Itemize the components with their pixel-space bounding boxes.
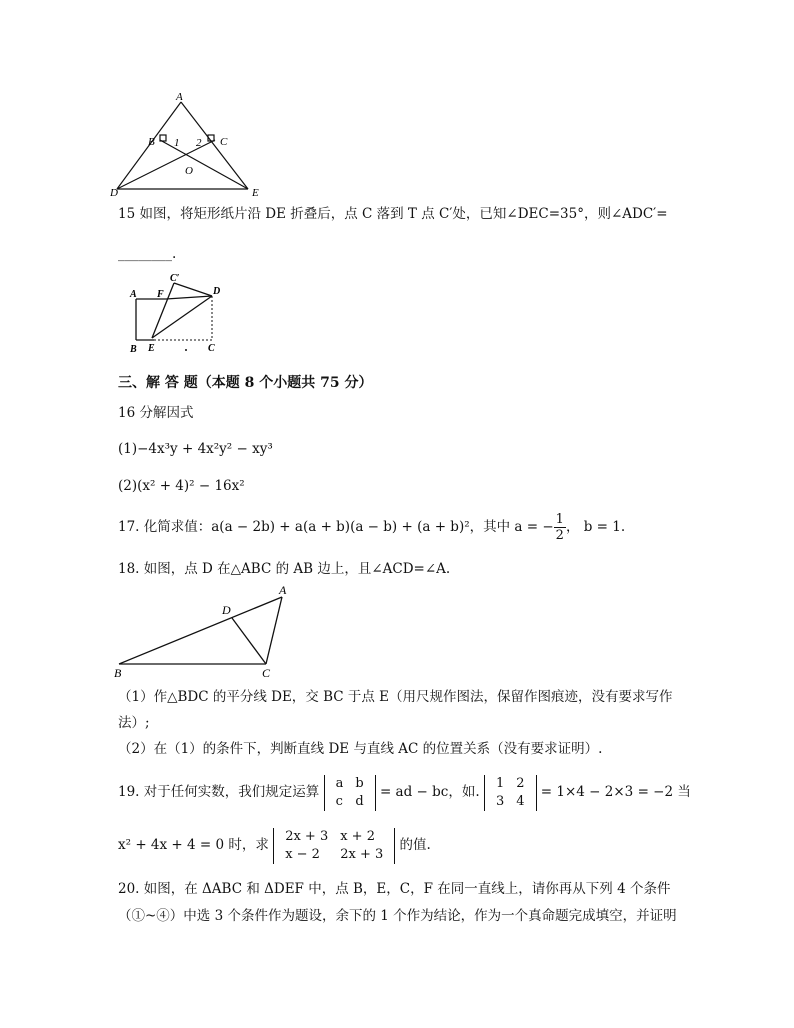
fig14-label-C: C: [220, 136, 228, 148]
fig15-label-F: F: [157, 289, 164, 300]
fig18-label-D: D: [222, 603, 231, 617]
q16-title: 16 分解因式: [118, 405, 194, 421]
q19-post: = 1×4 − 2×3 = −2 当: [540, 784, 691, 800]
q19-line2: [118, 825, 431, 865]
q18-part1a: （1）作△BDC 的平分线 DE，交 BC 于点 E（用尺规作图法，保留作图痕迹，没有要求写作: [118, 689, 673, 705]
q15-text: 15 如图，将矩形纸片沿 DE 折叠后，点 C 落到 T 点 C′处，已知∠DEC=35°，则∠ADC′=: [118, 206, 668, 222]
q19-line2-post: 的值.: [399, 837, 431, 853]
q17-post: ， b = 1.: [565, 519, 626, 535]
q19-line2-pre: x² + 4x + 4 = 0 时，求: [118, 837, 269, 853]
q17-pre: 17. 化简求值：a(a − 2b) + a(a + b)(a − b) + (a + b)²，其中 a = −: [118, 519, 554, 535]
fig18-label-B: B: [114, 666, 122, 680]
fig15-label-C: C: [208, 343, 215, 354]
fig15-label-E: E: [148, 343, 155, 354]
q19-line1: [118, 772, 691, 812]
q17-fraction: $\frac{1}{2}$: [555, 512, 564, 543]
q16-part1: (1)−4x³y + 4x²y² − xy³: [118, 441, 273, 457]
fig14-label-E: E: [252, 187, 259, 198]
fig18-triangle-diagram: [112, 580, 302, 680]
q18-part1b: 法）;: [118, 715, 150, 731]
q18-part2: （2）在（1）的条件下，判断直线 DE 与直线 AC 的位置关系（没有要求证明）.: [118, 741, 603, 757]
q16-part2: (2)(x² + 4)² − 16x²: [118, 478, 245, 494]
q19-determinant-def: a b c d: [324, 775, 376, 811]
fig14-label-1: 1: [174, 137, 180, 149]
fig15-label-D: D: [213, 286, 221, 297]
fig15-label-A: A: [130, 289, 137, 300]
fig18-label-A: A: [279, 583, 287, 597]
q20-line1: 20. 如图，在 ΔABC 和 ΔDEF 中，点 B，E，C，F 在同一直线上，请你再从下列 4 个条件: [118, 881, 671, 897]
fig14-label-2: 2: [196, 137, 202, 149]
fig15-label-Cp: C′: [170, 273, 180, 284]
q19-pre: 19. 对于任何实数，我们规定运算: [118, 784, 320, 800]
fig15-label-B: B: [130, 344, 137, 355]
q19-determinant-question: 2x + 3 x + 2 x − 2 2x + 3: [273, 828, 395, 864]
fig14-triangle-diagram: [110, 88, 270, 198]
q18-text: 18. 如图，点 D 在△ABC 的 AB 边上，且∠ACD=∠A.: [118, 561, 451, 577]
q19-mid: = ad − bc，如.: [379, 784, 480, 800]
q19-determinant-example: 1 2 3 4: [484, 775, 537, 811]
section3-title: 三、解 答 题（本题 8 个小题共 75 分）: [118, 375, 373, 391]
q17: [118, 512, 625, 543]
fig14-label-D: D: [110, 187, 118, 198]
q15-blank: ________.: [118, 246, 177, 262]
fig14-label-O: O: [185, 165, 193, 177]
fig14-label-A: A: [176, 91, 183, 103]
fig18-label-C: C: [262, 666, 271, 680]
fig15-fold-diagram: [124, 270, 244, 360]
q20-line2: （①~④）中选 3 个条件作为题设，余下的 1 个作为结论，作为一个真命题完成填空，并证明: [118, 908, 677, 924]
fig14-label-B: B: [148, 136, 155, 148]
